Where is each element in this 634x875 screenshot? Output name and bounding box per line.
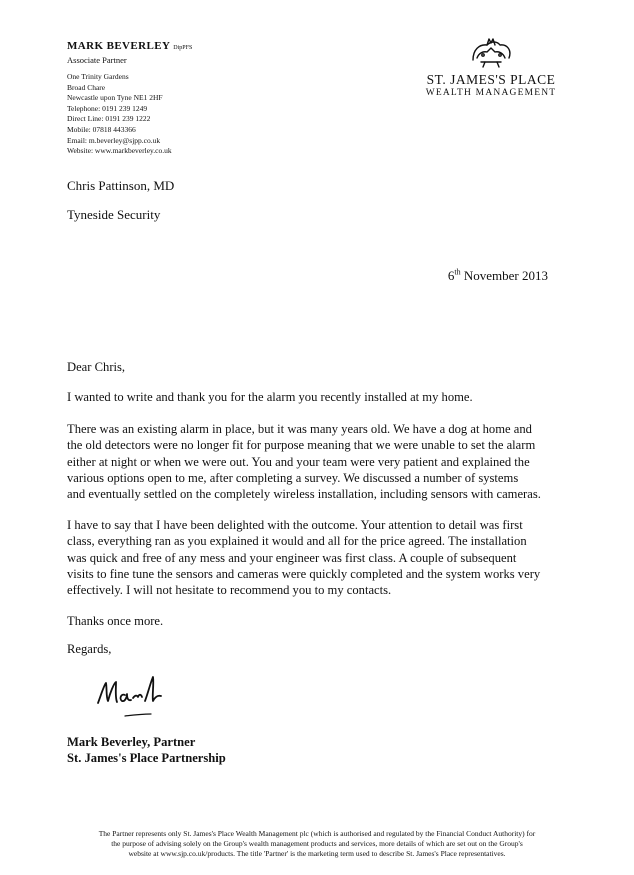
recipient-block: [67, 178, 174, 223]
paragraph-3-line: visits to fine tune the sensors and cameras were quickly completed and the system works very: [67, 567, 541, 582]
date-day: 6: [447, 268, 455, 283]
sender-website: Website: www.markbeverley.co.uk: [67, 146, 172, 156]
sender-email: Email: m.beverley@sjpp.co.uk: [67, 135, 161, 145]
brand-block: [420, 36, 562, 100]
paragraph-3-line: I have to say that I have been delighted with the outcome. Your attention to detail was first: [67, 517, 523, 532]
sender-block: [67, 40, 192, 157]
paragraph-3-line: effectively. I will not hesitate to recommend you to my contacts.: [67, 583, 392, 598]
paragraph-3-line: was quick and free of any mess and your engineer was first class. A couple of subsequent: [67, 550, 517, 565]
thanks-line: Thanks once more.: [67, 613, 164, 628]
paragraph-2-line: the old detectors were no longer fit for purpose meaning that we were unable to set the alarm: [67, 438, 536, 453]
paragraph-2-line: various options open to me, after completing a survey. We discussed a number of systems: [67, 471, 519, 486]
salutation: Dear Chris,: [67, 360, 126, 374]
sender-address-line-3: Newcastle upon Tyne NE1 2HF: [67, 93, 163, 103]
paragraph-2-line: and eventually settled on the completely wireless installation, including sensors with cameras.: [67, 487, 541, 502]
letter-date: [448, 268, 548, 284]
sender-direct-line: Direct Line: 0191 239 1222: [67, 114, 151, 124]
paragraph-2-line: either at night or when we were out. You and your team were very patient and explained the: [67, 454, 530, 469]
paragraph-2-line: There was an existing alarm in place, but it was many years old. We have a dog at home and: [67, 421, 532, 436]
footer-line: website at www.sjp.co.uk/products. The title 'Partner' is the marketing term used to describe St. James's Place representatives.: [128, 849, 506, 858]
sender-address-line-1: One Trinity Gardens: [67, 72, 129, 81]
sign-off-block: [67, 734, 226, 766]
sender-telephone: Telephone: 0191 239 1249: [67, 103, 148, 113]
regulatory-footer: [52, 829, 582, 859]
heraldic-crest-icon: [467, 36, 515, 70]
brand-subtitle: WEALTH MANAGEMENT: [425, 88, 557, 98]
handwritten-signature: [95, 673, 175, 721]
letter-body: [67, 359, 557, 658]
sender-name-text: MARK BEVERLEY: [67, 40, 171, 52]
sender-qualifications: DipPFS: [173, 45, 193, 51]
closing-line: Regards,: [67, 642, 112, 657]
date-rest: November 2013: [463, 268, 548, 283]
sender-address-line-2: Broad Chare: [67, 82, 106, 92]
footer-line: The Partner represents only St. James's Place Wealth Management plc (which is authorised and regulated by the Financial Conduct Authority) for: [98, 829, 536, 838]
sender-name: [67, 40, 192, 55]
signoff-company: St. James's Place Partnership: [67, 751, 226, 765]
recipient-name: Chris Pattinson, MD: [67, 178, 175, 193]
paragraph-3-line: class, everything ran as you explained it would and all for the price agreed. The installation: [67, 534, 527, 549]
sender-mobile: Mobile: 07818 443366: [67, 124, 136, 134]
footer-line: the purpose of advising solely on the Group's wealth management products and services, more details of which are set out on the Group's: [111, 839, 523, 848]
signoff-name: Mark Beverley, Partner: [67, 735, 196, 749]
brand-name: ST. JAMES'S PLACE: [426, 72, 556, 87]
recipient-company: Tyneside Security: [67, 207, 161, 222]
date-suffix: th: [454, 267, 461, 277]
sender-role: Associate Partner: [67, 55, 127, 65]
paragraph-1-line: I wanted to write and thank you for the alarm you recently installed at my home.: [67, 390, 473, 405]
